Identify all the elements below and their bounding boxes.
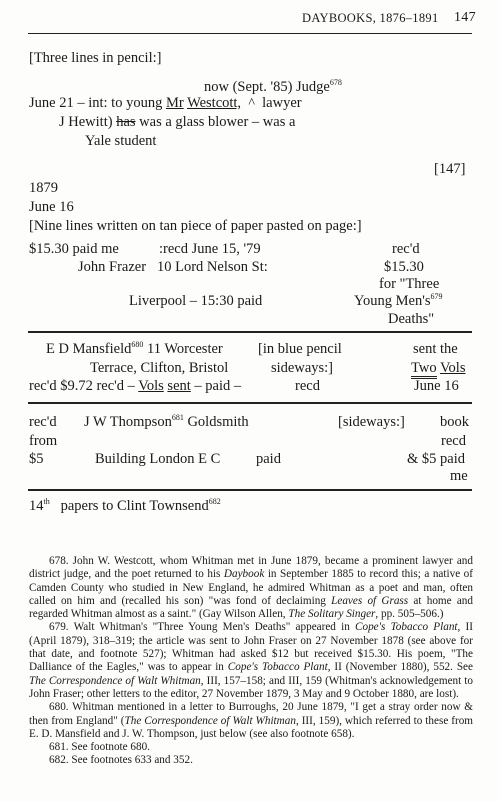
footnote-681: 681. See footnote 680. [49,741,150,754]
townsend-date-suffix: th [43,497,50,507]
mansfield-line-2: Terrace, Clifton, Bristol [90,360,229,376]
entry-date-text: June 21 – int: to young [29,95,163,111]
date-heading: June 16 [29,199,74,215]
entry-line-2-end: was a glass blower – was a [139,114,296,130]
mansfield-line-3 [29,378,241,395]
footnote-679: 679. Walt Whitman's "Three Young Men's Deaths" appeared in Cope's Tobacco Plant, II (April 1879), 318–319; the article was sent to John Fraser on 27 November 1878 (see above for that date, and footnote 527); Whitman had asked $12 but received $15.30. His poem, "The Dalliance of the Eagles," was to appear in Cope's Tobacco Plant, II (November 1880), 552. See The Correspondence of Walt Whitman, III, 157–158; and III, 159 (Whitman's acknowledgement to John Fraser; other letters to the editor, 27 November 1879, 3 May and 9 October 1880, are lost). [29,621,474,700]
mansfield-name: E D Mansfield [46,341,132,357]
townsend-date: 14 [29,498,44,514]
underlined-two: Two [411,360,437,379]
frazer-for: for "Three [379,276,440,292]
tan-paper-note: [Nine lines written on tan piece of paper pasted on page:] [29,218,362,234]
sideways-note: sideways:] [271,360,334,376]
mansfield-recd-mid: recd [295,378,320,394]
year-heading: 1879 [29,180,58,196]
underlined-westcott: Westcott, [187,95,242,111]
footnotes-section [29,555,473,768]
footnote-ref-682[interactable]: 682 [208,497,221,507]
divider-rule-1 [28,331,472,333]
thompson-recd: rec'd [29,414,57,430]
thompson-amount: $5 [29,451,44,467]
underlined-mr: Mr [165,95,184,111]
thompson-paid-right: & $5 paid [407,451,465,467]
entry-line-1-end: lawyer [262,95,302,111]
mansfield-paid: – paid – [194,378,242,394]
footnote-680: 680. Whitman mentioned in a letter to Burroughs, 20 June 1879, "I get a stray order now & then from England" (The Correspondence of Walt Whitman, III, 159), which referred to these from E. D. Mansfield and J. W. Thompson, just below (see also footnote 658). [29,701,474,740]
mansfield-line-1 [46,341,223,358]
frazer-sum: $15.30 [384,259,424,275]
running-title: DAYBOOKS, 1876–1891 [302,11,439,25]
frazer-amount: $15.30 paid me [29,241,119,257]
insertion-caret: ^ [248,96,255,111]
two-vols [411,360,465,377]
thompson-line-1 [84,414,249,431]
divider-rule-2 [28,402,472,404]
mansfield-address: 11 Worcester [147,341,223,357]
entry-line-2-start: J Hewitt) [59,114,113,130]
footnote-ref-680[interactable]: 680 [131,340,144,350]
sent-the: sent the [413,341,458,357]
underlined-vols: Vols [138,378,164,394]
footnote-ref-679[interactable]: 679 [430,292,443,302]
struck-text: has [116,114,136,130]
frazer-address: 10 Lord Nelson St: [157,259,268,275]
thompson-name: J W Thompson [84,414,172,430]
insert-line [204,79,342,96]
frazer-title-text: Young Men's [354,293,431,309]
footnote-682: 682. See footnotes 633 and 352. [49,754,193,767]
insert-text: now (Sept. '85) Judge [204,79,330,95]
townsend-entry [29,498,221,515]
thompson-me: me [450,468,468,484]
header-rule [28,33,472,34]
underlined-sent: sent [167,378,191,394]
thompson-goldsmith: Goldsmith [187,414,249,430]
thompson-book: book [440,414,469,430]
thompson-address: Building London E C [95,451,221,467]
frazer-title-line [354,293,442,310]
frazer-liverpool: Liverpool – 15:30 paid [129,293,263,309]
thompson-paid: paid [256,451,281,467]
underlined-vols-right: Vols [439,360,466,376]
thompson-from: from [29,433,58,449]
frazer-deaths: Deaths" [388,311,435,327]
footnote-ref-678[interactable]: 678 [329,78,342,88]
page-marker: [147] [434,161,466,177]
divider-rule-3 [28,489,472,491]
mansfield-recd: rec'd $9.72 rec'd – [29,378,135,394]
page-number: 147 [454,10,476,25]
townsend-text: papers to Clint Townsend [60,498,209,514]
thompson-sideways: [sideways:] [338,414,405,430]
frazer-recd-date: :recd June 15, '79 [159,241,261,257]
mansfield-date: June 16 [414,378,459,394]
footnote-678: 678. John W. Westcott, whom Whitman met in June 1879, became a prominent lawyer and district judge, and the poet returned to his Daybook in September 1885 to record this; a native of Camden County who studied in New England, he admired Whitman as a poet and man, often called on him and (recalled his son) "was fond of declaiming Leaves of Grass at home and regarded Whitman almost as a saint." (Gay Wilson Allen, The Solitary Singer, pp. 505–506.) [29,555,473,621]
thompson-recd-right: recd [441,433,466,449]
blue-pencil-note: [in blue pencil [258,341,342,357]
entry-line-1 [29,95,302,112]
entry-line-2 [59,114,295,131]
frazer-name: John Frazer [78,259,147,275]
entry-line-3: Yale student [85,133,157,149]
frazer-recd: rec'd [392,241,420,257]
pencil-note: [Three lines in pencil:] [29,50,162,66]
footnote-ref-681[interactable]: 681 [171,413,184,423]
